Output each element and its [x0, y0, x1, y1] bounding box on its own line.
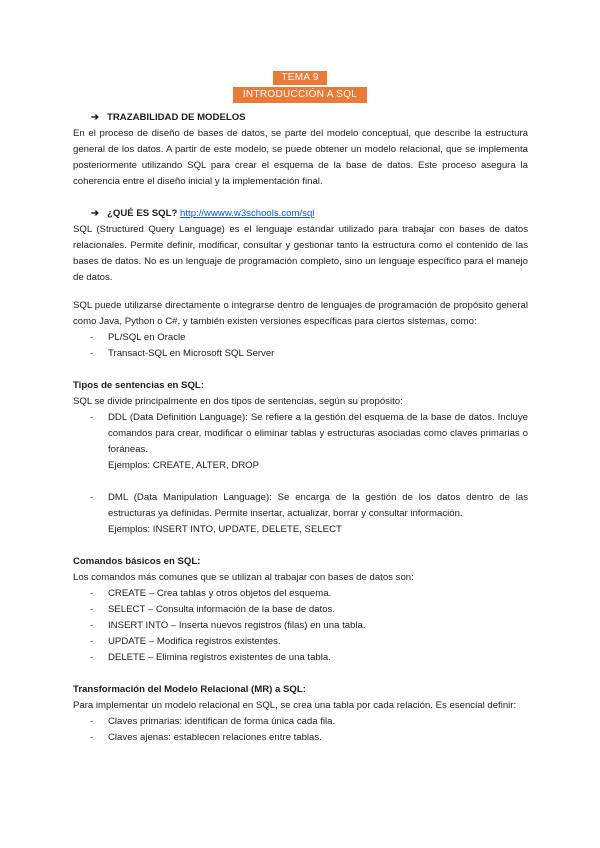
w3schools-link[interactable]: http://wwww.w3schools.com/sql [180, 208, 315, 219]
sentence-types-list [73, 410, 528, 538]
dml-examples: Ejemplos: INSERT INTO, UPDATE, DELETE, SELECT [108, 524, 342, 535]
document-body [73, 110, 528, 746]
paragraph-transformacion-intro: Para implementar un modelo relacional en SQL, se crea una tabla por cada relación. Es esencial definir: [73, 700, 517, 711]
keys-list [73, 714, 528, 746]
paragraph-tipos-intro: SQL se divide principalmente en dos tipos de sentencias, según su propósito: [73, 396, 403, 407]
list-item-ddl: - DDL (Data Definition Language): Se refiere a la gestión del esquema de la base de datos. Incluye comandos para crear, modificar o eliminar tablas y estructuras asociadas como claves primarias o foráneas. Ejemplos: CREATE, ALTER, DROP [90, 412, 528, 471]
list-item: - Claves primarias: identifican de forma única cada fila. [90, 716, 336, 727]
paragraph-sql-usage: SQL puede utilizarse directamente o integrarse dentro de lenguajes de programación de propósito general como Java, Python o C#, y también existen versiones específicas para ciertos sistemas, como: [73, 300, 528, 327]
ddl-examples: Ejemplos: CREATE, ALTER, DROP [108, 460, 260, 471]
topic-title: INTRODUCCIÓN A SQL [233, 87, 367, 103]
paragraph-sql-definition: SQL (Structured Query Language) es el lenguaje estándar utilizado para trabajar con bases de datos relacionales. Permite definir, modificar, consultar y gestionar tanto la estructura como el contenido de las bases de datos. No es un lenguaje de programación completo, sino un lenguaje específico para el manejo de datos. [73, 224, 528, 283]
list-item: - SELECT – Consulta información de la base de datos. [90, 604, 336, 615]
list-item: - Transact-SQL en Microsoft SQL Server [90, 348, 275, 359]
section-heading-trazabilidad: ➔ TRAZABILIDAD DE MODELOS [73, 110, 528, 126]
list-item: - DELETE – Elimina registros existentes de una tabla. [90, 652, 331, 663]
arrow-icon: ➔ [91, 208, 100, 219]
section-heading-comandos: Comandos básicos en SQL: [73, 556, 201, 567]
commands-list [73, 586, 528, 666]
paragraph-trazabilidad: En el proceso de diseño de bases de datos, se parte del modelo conceptual, que describe la estructura general de los datos. A partir de este modelo, se puede obtener un modelo relacional, que se implementa posteriormente utilizando SQL para crear el esquema de la base de datos. Este proceso asegura la coherencia entre el diseño inicial y la implementación final. [73, 128, 528, 187]
paragraph-comandos-intro: Los comandos más comunes que se utilizan al trabajar con bases de datos son: [73, 572, 414, 583]
list-item-dml: - DML (Data Manipulation Language): Se encarga de la gestión de los datos dentro de las estructuras ya definidas. Permite insertar, actualizar, borrar y consultar información. Ejemplos: INSERT INTO, UPDATE, DELETE, SELECT [90, 492, 528, 535]
sql-versions-list [73, 330, 528, 362]
list-item: - UPDATE – Modifica registros existentes. [90, 636, 281, 647]
section-heading-transformacion: Transformación del Modelo Relacional (MR) a SQL: [73, 684, 306, 695]
arrow-icon: ➔ [91, 112, 100, 123]
list-item: - PL/SQL en Oracle [90, 332, 186, 343]
topic-header [0, 70, 600, 103]
list-item: - INSERT INTO – Inserta nuevos registros (filas) en una tabla. [90, 620, 366, 631]
section-heading-que-es-sql: ➔ ¿QUÉ ES SQL? http://wwww.w3schools.com/sql [73, 206, 528, 222]
list-item: - CREATE – Crea tablas y otros objetos del esquema. [90, 588, 332, 599]
list-item: - Claves ajenas: establecen relaciones entre tablas. [90, 732, 322, 743]
topic-number: TEMA 9 [273, 71, 326, 85]
section-heading-tipos: Tipos de sentencias en SQL: [73, 380, 204, 391]
